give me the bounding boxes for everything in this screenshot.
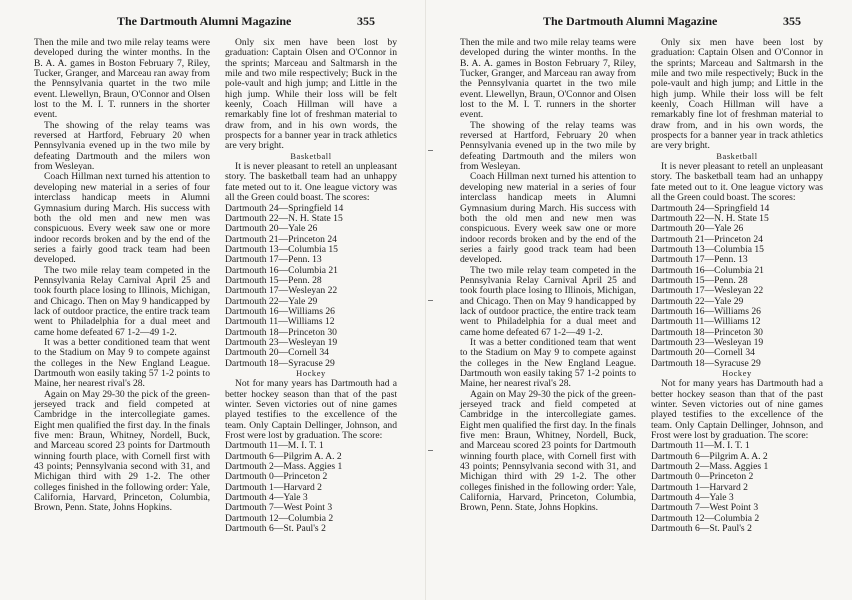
basketball-scores [225,204,397,370]
paragraph: It was a better conditioned team that went to the Stadium on May 9 to compete against the colleges in the New England League. Dartmouth won easily taking 57 1-2 points to Maine, her nearest rival's 28. [34,336,210,390]
score-line: Dartmouth 17—Wesleyan 22 [225,285,338,297]
score-line: Dartmouth 18—Princeton 30 [225,326,337,338]
score-line: Dartmouth 12—Columbia 2 [225,512,334,524]
score-line: Dartmouth 7—West Point 3 [225,502,333,514]
paragraph: The two mile relay team competed in the Pennsylvania Relay Carnival April 25 and took fourth place losing to Illinois, Michigan, and Chicago. Then on May 9 handicapped by lack of outdoor practice, the entire track team went to Philadelphia for a dual meet and came home defeated 67 1-2—49 1-2. [34,264,210,338]
score-line: Dartmouth 6—St. Paul's 2 [651,523,752,535]
score-line: Dartmouth 4—Yale 3 [651,492,734,504]
page-number: 355 [783,14,801,28]
score-line: Dartmouth 1—Harvard 2 [651,481,748,493]
paragraph: It was a better conditioned team that went to the Stadium on May 9 to compete against the colleges in the New England League. Dartmouth won easily taking 57 1-2 points to Maine, her nearest rival's 28. [460,336,636,390]
paragraph: Coach Hillman next turned his attention to developing new material in a series of four interclass handicap meets in Alumni Gymnasium during March. His success with both the old men and new men was conspicuous. Every week saw one or more indoor records broken and by the end of the series a fairly good track team had been developed. [34,171,210,266]
column-right [651,38,823,535]
section-heading-basketball: Basketball [716,151,758,161]
score-line: Dartmouth 6—Pilgrim A. A. 2 [225,450,342,462]
score-line: Dartmouth 20—Cornell 34 [651,347,755,359]
score-line: Dartmouth 22—N. H. State 15 [225,212,343,224]
section-heading-hockey: Hockey [296,369,326,378]
score-line: Dartmouth 21—Princeton 24 [651,233,763,245]
score-line: Dartmouth 11—M. I. T. 1 [225,440,324,452]
score-line: Dartmouth 23—Wesleyan 19 [651,336,764,348]
column-left [34,38,210,514]
score-line: Dartmouth 13—Columbia 15 [225,243,338,255]
score-line: Dartmouth 22—N. H. State 15 [651,212,769,224]
score-line: Dartmouth 20—Yale 26 [651,223,744,235]
score-line: Dartmouth 4—Yale 3 [225,492,308,504]
score-line: Dartmouth 11—M. I. T. 1 [651,440,750,452]
score-line: Dartmouth 20—Yale 26 [225,223,318,235]
paragraph: Then the mile and two mile relay teams were developed during the winter months. In the B. A. A. games in Boston February 7, Riley, Tucker, Granger, and Marceau ran away from the Pennsylvania quartet in the two mile event. Llewellyn, Braun, O'Connor and Olsen lost to the M. I. T. runners in the shorter event. [460,37,636,121]
score-line: Dartmouth 18—Syracuse 29 [651,357,761,369]
score-line: Dartmouth 1—Harvard 2 [225,481,322,493]
paragraph: Not for many years has Dartmouth had a better hockey season than that of the past winter. Seven victories out of nine games played testifies to the excellence of the team. Only Captain Dellinger, Johnson, and Frost were lost by graduation. The score: [651,378,823,442]
paragraph: Again on May 29-30 the pick of the green-jerseyed track and field competed at Cambridge in the intercollegiate games. Eight men qualified the first day. In the finals five men: Braun, Whitney, Nordell, Buck, and Marceau scored 23 points for Dartmouth winning fourth place, with Cornell first with 43 points; Pennsylvania second with 31, and Michigan third with 29 1-2. The other colleges finished in the following order: Yale, California, Harvard, Princeton, Columbia, Brown, Penn. State, Johns Hopkins. [34,388,210,514]
score-line: Dartmouth 18—Syracuse 29 [225,357,335,369]
score-line: Dartmouth 22—Yale 29 [651,295,744,307]
section-heading-basketball: Basketball [290,151,332,161]
score-line: Dartmouth 16—Williams 26 [651,305,761,317]
hockey-scores [651,441,823,534]
score-line: Dartmouth 0—Princeton 2 [225,471,328,483]
score-line: Dartmouth 23—Wesleyan 19 [225,336,338,348]
paragraph: Not for many years has Dartmouth had a better hockey season than that of the past winter. Seven victories out of nine games played testifies to the excellence of the team. Only Captain Dellinger, Johnson, and Frost were lost by graduation. The score: [225,378,397,442]
right-page [426,0,852,600]
journal-title: The Dartmouth Alumni Magazine [543,14,718,28]
running-header [426,14,852,32]
paragraph: It is never pleasant to retell an unpleasant story. The basketball team had an unhappy fate meted out to it. One league victory was all the Green could boast. The scores: [651,161,823,204]
score-line: Dartmouth 11—Williams 12 [651,316,761,328]
score-line: Dartmouth 21—Princeton 24 [225,233,337,245]
score-line: Dartmouth 2—Mass. Aggies 1 [225,461,343,473]
score-line: Dartmouth 17—Penn. 13 [225,254,322,266]
paragraph: The showing of the relay teams was reversed at Hartford, February 20 when Pennsylvania evened up in the two mile by defeating Dartmouth and the milers won from Wesleyan. [34,119,210,173]
score-line: Dartmouth 11—Williams 12 [225,316,335,328]
score-line: Dartmouth 22—Yale 29 [225,295,318,307]
paragraph: It is never pleasant to retell an unpleasant story. The basketball team had an unhappy fate meted out to it. One league victory was all the Green could boast. The scores: [225,161,397,204]
score-line: Dartmouth 16—Columbia 21 [651,264,764,276]
score-line: Dartmouth 18—Princeton 30 [651,326,763,338]
column-right [225,38,397,535]
paragraph: Coach Hillman next turned his attention to developing new material in a series of four interclass handicap meets in Alumni Gymnasium during March. His success with both the old men and new men was conspicuous. Every week saw one or more indoor records broken and by the end of the series a fairly good track team had been developed. [460,171,636,266]
column-left [460,38,636,514]
paragraph: Only six men have been lost by graduation: Captain Olsen and O'Connor in the sprints; Marceau and Saltmarsh in the mile and two mile respectively; Buck in the pole-vault and high jump; and Little in the high jump. While their loss will be felt keenly, Coach Hillman will have a remarkably fine lot of freshman material to draw from, and in his own words, the prospects for a banner year in track athletics are very bright. [225,37,397,152]
score-line: Dartmouth 17—Penn. 13 [651,254,748,266]
score-line: Dartmouth 7—West Point 3 [651,502,759,514]
section-heading-hockey: Hockey [722,369,752,378]
score-line: Dartmouth 17—Wesleyan 22 [651,285,764,297]
score-line: Dartmouth 15—Penn. 28 [225,274,322,286]
score-line: Dartmouth 0—Princeton 2 [651,471,754,483]
score-line: Dartmouth 13—Columbia 15 [651,243,764,255]
score-line: Dartmouth 2—Mass. Aggies 1 [651,461,769,473]
hockey-scores [225,441,397,534]
paragraph: Only six men have been lost by graduation: Captain Olsen and O'Connor in the sprints; Marceau and Saltmarsh in the mile and two mile respectively; Buck in the pole-vault and high jump; and Little in the high jump. While their loss will be felt keenly, Coach Hillman will have a remarkably fine lot of freshman material to draw from, and in his own words, the prospects for a banner year in track athletics are very bright. [651,37,823,152]
basketball-scores [651,204,823,370]
score-line: Dartmouth 24—Springfield 14 [651,202,770,214]
paragraph: The showing of the relay teams was reversed at Hartford, February 20 when Pennsylvania evened up in the two mile by defeating Dartmouth and the milers won from Wesleyan. [460,119,636,173]
page-number: 355 [357,14,375,28]
score-line: Dartmouth 16—Williams 26 [225,305,335,317]
paragraph: Again on May 29-30 the pick of the green-jerseyed track and field competed at Cambridge in the intercollegiate games. Eight men qualified the first day. In the finals five men: Braun, Whitney, Nordell, Buck, and Marceau scored 23 points for Dartmouth winning fourth place, with Cornell first with 43 points; Pennsylvania second with 31, and Michigan third with 29 1-2. The other colleges finished in the following order: Yale, California, Harvard, Princeton, Columbia, Brown, Penn. State, Johns Hopkins. [460,388,636,514]
paragraph: The two mile relay team competed in the Pennsylvania Relay Carnival April 25 and took fourth place losing to Illinois, Michigan, and Chicago. Then on May 9 handicapped by lack of outdoor practice, the entire track team went to Philadelphia for a dual meet and came home defeated 67 1-2—49 1-2. [460,264,636,338]
score-line: Dartmouth 20—Cornell 34 [225,347,329,359]
score-line: Dartmouth 6—Pilgrim A. A. 2 [651,450,768,462]
running-header [0,14,426,32]
paragraph: Then the mile and two mile relay teams were developed during the winter months. In the B. A. A. games in Boston February 7, Riley, Tucker, Granger, and Marceau ran away from the Pennsylvania quartet in the two mile event. Llewellyn, Braun, O'Connor and Olsen lost to the M. I. T. runners in the shorter event. [34,37,210,121]
score-line: Dartmouth 16—Columbia 21 [225,264,338,276]
score-line: Dartmouth 6—St. Paul's 2 [225,523,326,535]
score-line: Dartmouth 24—Springfield 14 [225,202,344,214]
journal-title: The Dartmouth Alumni Magazine [117,14,292,28]
score-line: Dartmouth 12—Columbia 2 [651,512,760,524]
score-line: Dartmouth 15—Penn. 28 [651,274,748,286]
